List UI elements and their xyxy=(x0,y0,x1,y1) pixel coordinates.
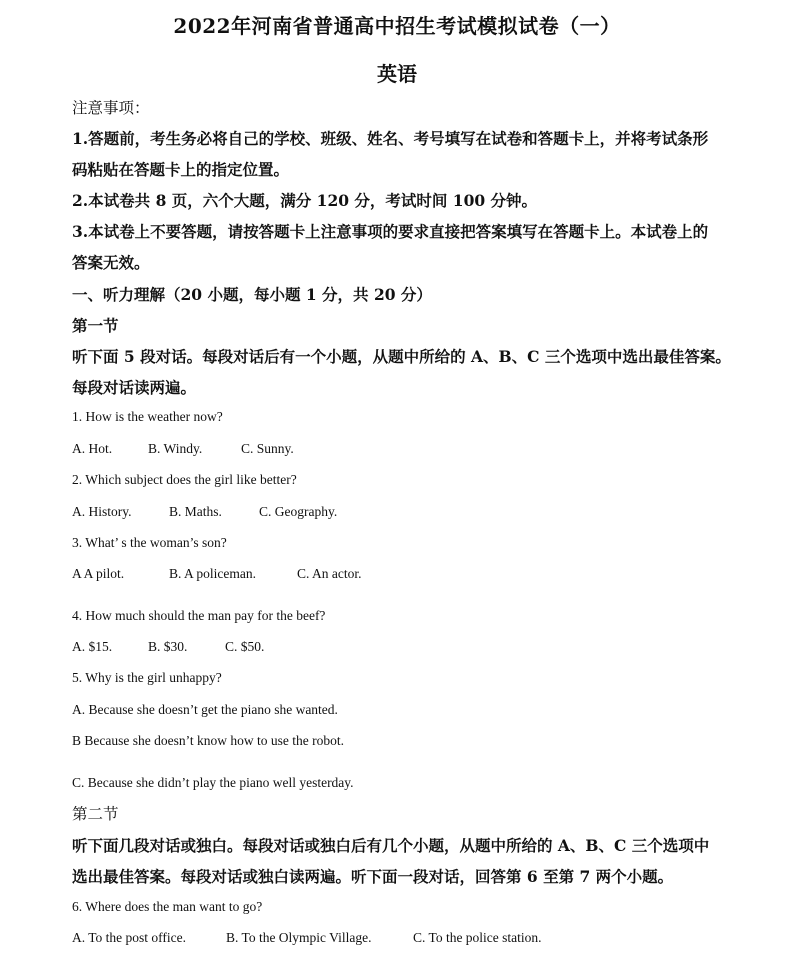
question-stem: 5. Why is the girl unhappy? xyxy=(72,670,222,685)
section-1-heading: 第一节 xyxy=(72,316,119,335)
option-b: B. $30. xyxy=(148,639,188,654)
option-b: B. Windy. xyxy=(148,441,203,456)
question-stem: 4. How much should the man pay for the beef? xyxy=(72,608,326,623)
exam-title: 2022年河南省普通高中招生考试模拟试卷（一） xyxy=(173,14,621,38)
question-stem: 6. Where does the man want to go? xyxy=(72,899,263,914)
notes-item-2: 2.本试卷共 8 页，六个大题，满分 120 分，考试时间 100 分钟。 xyxy=(72,191,538,210)
option-c: C. $50. xyxy=(225,639,265,654)
subject-title: 英语 xyxy=(377,62,417,86)
option-a: A. Because she doesn’t get the piano she wanted. xyxy=(72,702,338,717)
option-a: A. To the post office. xyxy=(72,930,187,945)
notes-item-3-line-1: 3.本试卷上不要答题，请按答题卡上注意事项的要求直接把答案填写在答题卡上。本试卷上的 xyxy=(72,222,709,241)
option-c: C. Sunny. xyxy=(241,441,294,456)
section-2-instruction-line-1: 听下面几段对话或独白。每段对话或独白后有几个小题，从题中所给的 A、B、C 三个选项中 xyxy=(72,836,710,855)
option-c: C. Geography. xyxy=(259,504,338,519)
option-c: C. To the police station. xyxy=(413,930,542,945)
option-b: B. A policeman. xyxy=(169,566,256,581)
question-stem: 1. How is the weather now? xyxy=(72,409,223,424)
notes-item-1-line-2: 码粘贴在答题卡上的指定位置。 xyxy=(72,160,290,179)
option-b: B. Maths. xyxy=(169,504,222,519)
section-1-instruction-line-1: 听下面 5 段对话。每段对话后有一个小题，从题中所给的 A、B、C 三个选项中选出最佳答案。 xyxy=(72,347,731,366)
section-2-instruction-line-2: 选出最佳答案。每段对话或独白读两遍。听下面一段对话，回答第 6 至第 7 两个小题。 xyxy=(72,867,674,886)
option-c: C. An actor. xyxy=(297,566,362,581)
question-stem: 3. What’ s the woman’s son? xyxy=(72,535,227,550)
part-1-heading: 一、听力理解（20 小题，每小题 1 分，共 20 分） xyxy=(72,285,432,304)
option-c: C. Because she didn’t play the piano well yesterday. xyxy=(72,775,354,790)
option-a: A A pilot. xyxy=(72,566,125,581)
option-b: B Because she doesn’t know how to use the robot. xyxy=(72,733,344,748)
option-b: B. To the Olympic Village. xyxy=(226,930,372,945)
section-1-instruction-line-2: 每段对话读两遍。 xyxy=(72,378,197,397)
option-a: A. Hot. xyxy=(72,441,113,456)
question-stem: 2. Which subject does the girl like better? xyxy=(72,472,297,487)
option-a: A. $15. xyxy=(72,639,113,654)
notes-item-1-line-1: 1.答题前，考生务必将自己的学校、班级、姓名、考号填写在试卷和答题卡上，并将考试条形 xyxy=(72,129,709,148)
option-a: A. History. xyxy=(72,504,132,519)
notes-item-3-line-2: 答案无效。 xyxy=(72,253,150,272)
section-2-heading: 第二节 xyxy=(72,805,119,823)
notes-heading: 注意事项： xyxy=(72,99,150,117)
